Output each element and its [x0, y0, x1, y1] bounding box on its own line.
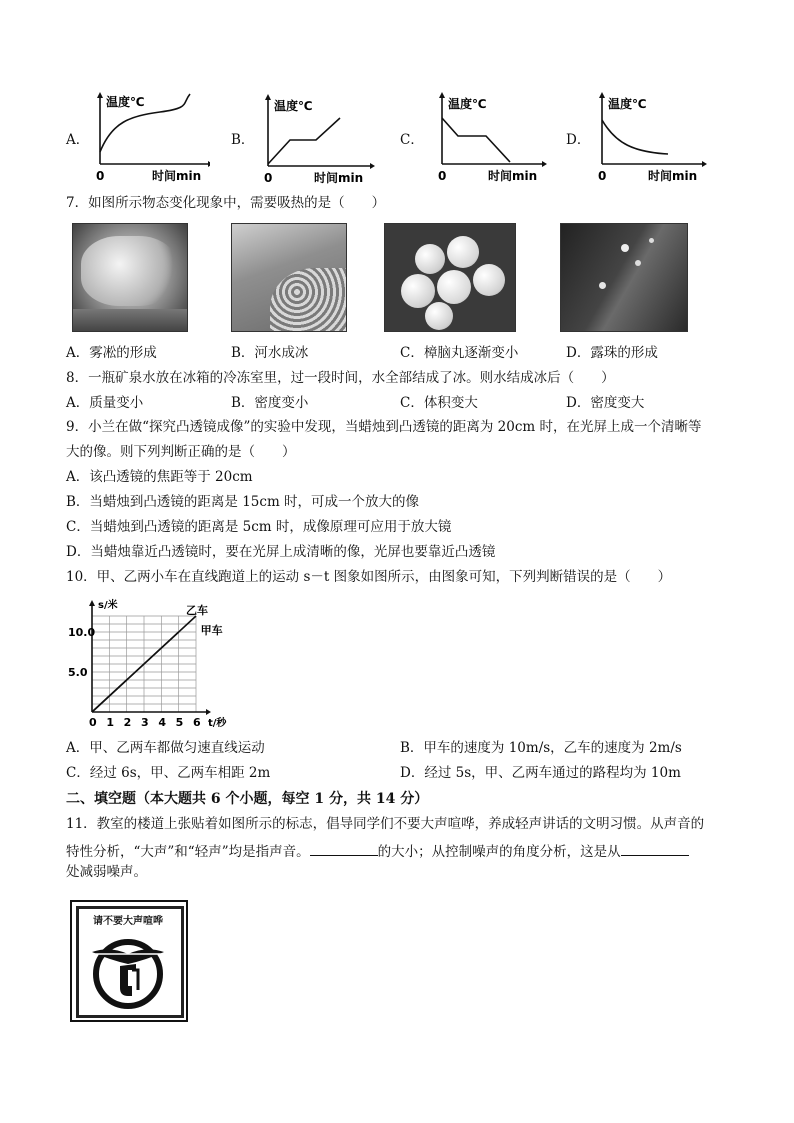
q6-graph-b-origin: 0 [264, 171, 273, 185]
q11-line3: 处减弱噪声。 [66, 864, 147, 880]
q8-option-d: D．密度变大 [566, 395, 645, 411]
x-tick-label: 3 [141, 716, 149, 729]
x-tick-label: 0 [89, 716, 97, 729]
q10-option-a: A．甲、乙两车都做匀速直线运动 [66, 740, 265, 756]
q6-option-c-letter: C． [400, 132, 424, 148]
x-tick-label: 5 [175, 716, 184, 729]
q6-graph-c-curve [442, 118, 510, 162]
q6-graph-c-ylabel: 温度℃ [448, 97, 487, 111]
q9-stem-line1: 9．小兰在做“探究凸透镜成像”的实验中发现，当蜡烛到凸透镜的距离为 20cm 时，在光屏上成一个清晰等 [66, 419, 702, 435]
q8-stem: 8．一瓶矿泉水放在冰箱的冷冻室里，过一段时间，水全部结成了冰。则水结成冰后（ ） [66, 370, 615, 386]
q6-option-a-letter: A． [66, 132, 90, 148]
q11-blank-2[interactable] [621, 843, 689, 856]
series-label-yi: 乙车 [186, 604, 208, 617]
x-tick-label: 2 [123, 716, 132, 729]
q7-photo-river-ice [231, 223, 347, 332]
q11-line2 [66, 843, 689, 860]
series-label-jia: 甲车 [200, 624, 223, 637]
q6-graph-d [592, 92, 712, 184]
q10-option-b: B．甲车的速度为 10m/s，乙车的速度为 2m/s [400, 740, 682, 756]
q6-graph-d-origin: 0 [598, 169, 607, 183]
y-tick-label: 10.0 [68, 626, 96, 639]
q9-option-c: C．当蜡烛到凸透镜的距离是 5cm 时，成像原理可应用于放大镜 [66, 519, 452, 535]
q10-option-d: D．经过 5s，甲、乙两车通过的路程均为 10m [400, 765, 681, 781]
quiet-sign-text: 请不要大声喧哗 [93, 916, 163, 927]
q9-option-b: B．当蜡烛到凸透镜的距离是 15cm 时，可成一个放大的像 [66, 494, 420, 510]
q10-option-c: C．经过 6s，甲、乙两车相距 2m [66, 765, 271, 781]
y-axis-arrow [89, 600, 95, 606]
q6-graph-b-ylabel: 温度℃ [274, 99, 313, 113]
q10-st-chart [66, 596, 246, 734]
q6-option-b-letter: B． [231, 132, 255, 148]
q7-photo-rime [72, 223, 188, 332]
q8-option-b: B．密度变小 [231, 395, 309, 411]
q7-stem: 7．如图所示物态变化现象中，需要吸热的是（ ） [66, 195, 386, 211]
x-tick-label: 1 [106, 716, 114, 729]
q6-graph-d-curve [602, 120, 668, 154]
q6-graph-d-ylabel: 温度℃ [608, 97, 647, 111]
q11-line2-part-a: 特性分析，“大声”和“轻声”均是指声音。 [66, 844, 310, 860]
q6-graph-c-origin: 0 [438, 169, 447, 183]
q8-option-c: C．体积变大 [400, 395, 478, 411]
q6-graph-a-origin: 0 [96, 169, 105, 183]
q10-stem: 10．甲、乙两小车在直线跑道上的运动 s－t 图象如图所示，由图象可知，下列判断错误的是（ ） [66, 569, 672, 585]
q6-graph-a-xlabel: 时间min [152, 169, 202, 183]
q11-line2-part-b: 的大小；从控制噪声的角度分析，这是从 [377, 844, 621, 860]
quiet-sign [70, 900, 188, 1022]
q11-line1: 11．教室的楼道上张贴着如图所示的标志，倡导同学们不要大声喧哗，养成轻声讲话的文明习惯。从声音的 [66, 816, 705, 832]
x-axis-label: t/秒 [208, 718, 227, 729]
q6-graph-c [432, 92, 552, 184]
q9-option-d: D．当蜡烛靠近凸透镜时，要在光屏上成清晰的像，光屏也要靠近凸透镜 [66, 544, 496, 560]
q6-graph-b-curve [268, 118, 340, 164]
q6-graph-a [90, 92, 210, 184]
q7-option-a: A．雾凇的形成 [66, 345, 157, 361]
x-tick-label: 6 [193, 716, 201, 729]
q6-graph-a-ylabel: 温度℃ [106, 95, 145, 109]
q9-option-a: A．该凸透镜的焦距等于 20cm [66, 469, 253, 485]
q8-option-a: A．质量变小 [66, 395, 144, 411]
q7-photo-mothballs [384, 223, 516, 332]
q7-option-d: D．露珠的形成 [566, 345, 658, 361]
q6-graph-d-xlabel: 时间min [648, 169, 698, 183]
q11-blank-1[interactable] [310, 843, 378, 856]
q7-option-c: C．樟脑丸逐渐变小 [400, 345, 519, 361]
section-2-heading: 二、填空题（本大题共 6 个小题，每空 1 分，共 14 分） [66, 791, 429, 807]
y-axis-label: s/米 [98, 600, 118, 611]
q7-option-b: B．河水成冰 [231, 345, 309, 361]
y-tick-label: 5.0 [68, 666, 88, 679]
q6-graph-b [258, 94, 378, 186]
x-axis-arrow [206, 709, 211, 715]
q9-stem-line2: 大的像。则下列判断正确的是（ ） [66, 444, 296, 460]
quiet-sign-icon [86, 930, 170, 1010]
q7-photo-dew [560, 223, 688, 332]
x-tick-label: 4 [158, 716, 166, 729]
q6-graph-b-xlabel: 时间min [314, 171, 364, 185]
q6-option-d-letter: D． [566, 132, 591, 148]
q6-graph-c-xlabel: 时间min [488, 169, 538, 183]
